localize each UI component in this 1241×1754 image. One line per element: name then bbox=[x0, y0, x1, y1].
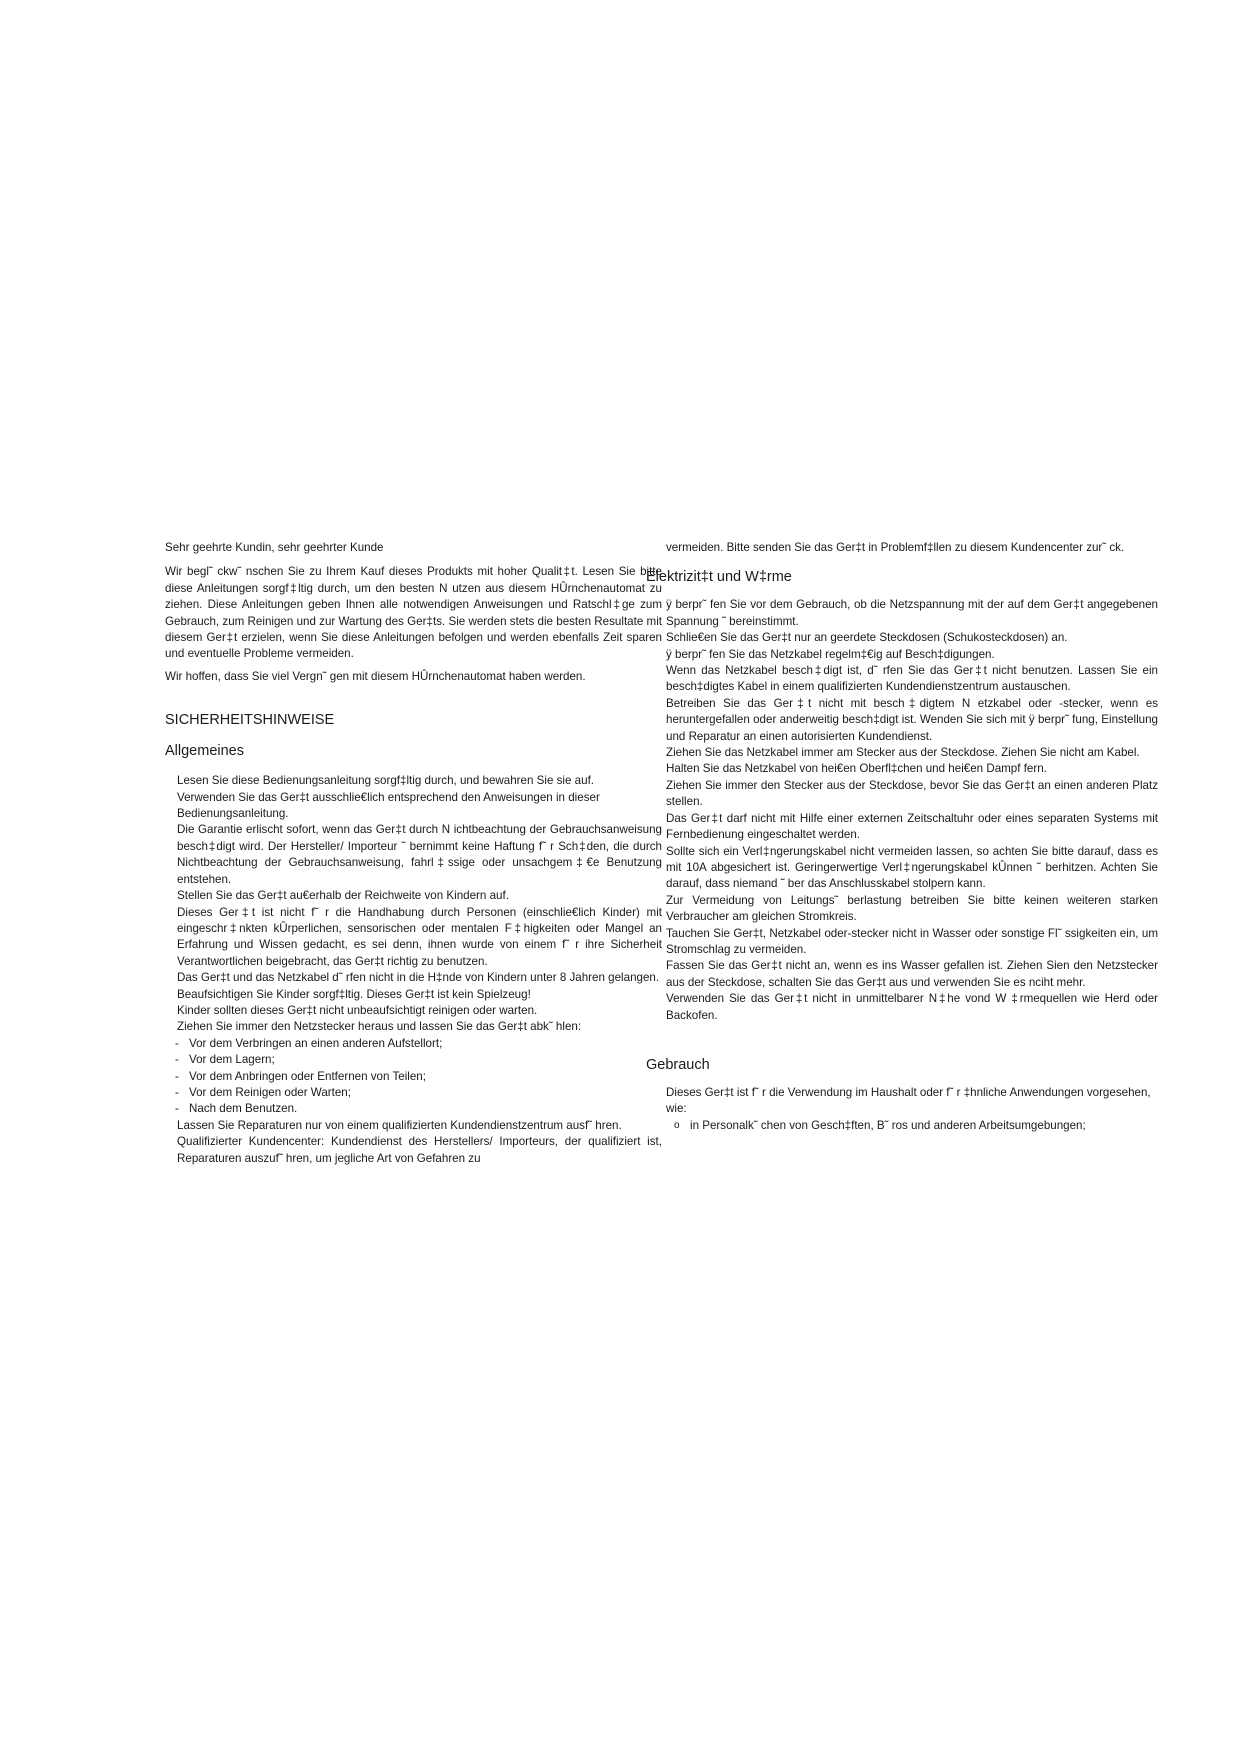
electricity-paragraph: Betreiben Sie das Ger‡t nicht mit besch‡digtem N etzkabel oder -stecker, wenn es heruntergefallen oder anderweitig besch‡digt ist. Wenden Sie sich mit ÿ berpr˜ fung, Einstellung und Reparatur an einen autorisierten Kundendienst. bbox=[666, 696, 1158, 743]
electricity-paragraph: Halten Sie das Netzkabel von hei€en Oberfl‡chen und hei€en Dampf fern. bbox=[666, 762, 1047, 776]
electricity-paragraph: Fassen Sie das Ger‡t nicht an, wenn es ins Wasser gefallen ist. Ziehen Sien den Netzstecker aus der Steckdose, schalten Sie das Ger‡t aus und verwenden Sie es nciht mehr. bbox=[666, 959, 1158, 989]
list-item: o in Personalk˜ chen von Gesch‡ften, B˜ ros und anderen Arbeitsumgebungen; bbox=[656, 1118, 1158, 1134]
list-item: - Vor dem Verbringen an einen anderen Aufstellort; bbox=[165, 1036, 662, 1052]
list-item: - Vor dem Anbringen oder Entfernen von Teilen; bbox=[165, 1069, 662, 1085]
electricity-paragraph: Verwenden Sie das Ger‡t nicht in unmittelbarer N‡he vond W ‡rmequellen wie Herd oder Backofen. bbox=[666, 992, 1158, 1022]
closing-paragraph: Wir hoffen, dass Sie viel Vergn˜ gen mit diesem HÛrnchenautomat haben werden. bbox=[165, 669, 586, 683]
electricity-paragraph: Tauchen Sie Ger‡t, Netzkabel oder-stecker nicht in Wasser oder sonstige Fl˜ ssigkeiten ein, um Stromschlag zu vermeiden. bbox=[666, 926, 1158, 956]
general-paragraph: Lassen Sie Reparaturen nur von einem qualifizierten Kundendienstzentrum ausf˜ hren. bbox=[177, 1118, 622, 1132]
general-heading: Allgemeines bbox=[165, 743, 244, 760]
left-column bbox=[165, 540, 662, 1167]
electricity-paragraph: Schlie€en Sie das Ger‡t nur an geerdete Steckdosen (Schukosteckdosen) an. bbox=[666, 631, 1068, 645]
electricity-paragraph: Wenn das Netzkabel besch‡digt ist, d˜ rfen Sie das Ger‡t nicht benutzen. Lassen Sie ein besch‡digtes Kabel in einem qualifizierten Kundendienstzentrum austauschen. bbox=[666, 664, 1158, 694]
electricity-heading: Elektrizit‡t und W‡rme bbox=[646, 569, 792, 586]
general-paragraph: Verwenden Sie das Ger‡t ausschlie€lich entsprechend den Anweisungen in dieser Bedienungsanleitung. bbox=[177, 790, 600, 821]
general-paragraph: Qualifizierter Kundencenter: Kundendienst des Herstellers/ Importeurs, der qualifiziert ist, Reparaturen auszuf˜ hren, um jegliche Art von Gefahren zu bbox=[177, 1135, 662, 1165]
electricity-paragraph: Das Ger‡t darf nicht mit Hilfe einer externen Zeitschaltuhr oder eines separaten Systems mit Fernbedienung eingeschaltet werden. bbox=[666, 811, 1158, 842]
general-paragraph: Kinder sollten dieses Ger‡t nicht unbeaufsichtigt reinigen oder warten. bbox=[177, 1003, 538, 1017]
unplug-list bbox=[165, 1036, 662, 1118]
general-paragraph: Ziehen Sie immer den Netzstecker heraus und lassen Sie das Ger‡t abk˜ hlen: bbox=[177, 1020, 582, 1034]
general-section bbox=[165, 773, 662, 1036]
general-paragraph: Lesen Sie diese Bedienungsanleitung sorgf‡ltig durch, und bewahren Sie sie auf. bbox=[177, 774, 595, 788]
general-paragraph: Stellen Sie das Ger‡t au€erhalb der Reichweite von Kindern auf. bbox=[177, 889, 509, 903]
continued-section bbox=[656, 540, 1158, 556]
use-paragraph: Dieses Ger‡t ist f˜ r die Verwendung im Haushalt oder f˜ r ‡hnliche Anwendungen vorgesehen, wie: bbox=[666, 1085, 1151, 1116]
general-paragraph: Die Garantie erlischt sofort, wenn das Ger‡t durch N ichtbeachtung der Gebrauchsanweisung besch‡digt wird. Der Hersteller/ Importeur ˜ bernimmt keine Haftung f˜ r Sch‡den, die durch Nichtbeachtung der Gebrauchsanweisung, fahrl‡ssige oder unsachgem‡€e Benutzung entstehen. bbox=[177, 823, 662, 886]
right-column bbox=[646, 540, 1158, 1134]
salutation: Sehr geehrte Kundin, sehr geehrter Kunde bbox=[165, 541, 384, 554]
electricity-paragraph: ÿ berpr˜ fen Sie vor dem Gebrauch, ob die Netzspannung mit der auf dem Ger‡t angegebenen Spannung ˜ bereinstimmt. bbox=[666, 598, 1158, 628]
general-paragraph: Beaufsichtigen Sie Kinder sorgf‡ltig. Dieses Ger‡t ist kein Spielzeug! bbox=[177, 987, 531, 1001]
electricity-section bbox=[656, 597, 1158, 1024]
safety-heading: SICHERHEITSHINWEISE bbox=[165, 712, 335, 729]
list-item: - Vor dem Lagern; bbox=[165, 1052, 662, 1068]
electricity-paragraph: Ziehen Sie immer den Stecker aus der Steckdose, bevor Sie das Ger‡t an einen anderen Platz stellen. bbox=[666, 778, 1158, 809]
electricity-paragraph: Zur Vermeidung von Leitungs˜ berlastung betreiben Sie bitte keinen weiteren starken Verbraucher am gleichen Stromkreis. bbox=[666, 893, 1158, 924]
repair-section bbox=[165, 1118, 662, 1167]
general-paragraph: Dieses Ger‡t ist nicht f˜ r die Handhabung durch Personen (einschlie€lich Kinder) mit eingeschr‡nkten kÛrperlichen, sensorischen oder mentalen F‡higkeiten oder Mangel an Erfahrung und Wissen gedacht, es sei denn, ihnen wurde von einem f˜ r ihre Sicherheit Verantwortlichen beigebracht, das Ger‡t richtig zu benutzen. bbox=[177, 905, 662, 968]
list-item: - Nach dem Benutzen. bbox=[165, 1101, 662, 1117]
general-paragraph: Das Ger‡t und das Netzkabel d˜ rfen nicht in die H‡nde von Kindern unter 8 Jahren gelangen. bbox=[177, 971, 660, 985]
intro-paragraph: Wir begl˜ ckw˜ nschen Sie zu Ihrem Kauf dieses Produkts mit hoher Qualit‡t. Lesen Sie bitte diese Anleitungen sorgf‡ltig durch, um den besten N utzen aus diesem HÛrnchenautomat zu ziehen. Diese Anleitungen geben Ihnen alle notwendigen Anweisungen und Ratschl‡ge zum Gebrauch, zum Reinigen und zur Wartung des Ger‡ts. Sie werden stets die besten Resultate mit diesem Ger‡t erzielen, wenn Sie diese Anleitungen befolgen und werden ebenfalls Zeit sparen und eventuelle Probleme vermeiden. bbox=[165, 565, 662, 661]
electricity-paragraph: Ziehen Sie das Netzkabel immer am Stecker aus der Steckdose. Ziehen Sie nicht am Kabel. bbox=[666, 746, 1140, 760]
electricity-paragraph: ÿ berpr˜ fen Sie das Netzkabel regelm‡€ig auf Besch‡digungen. bbox=[666, 647, 995, 661]
list-item: - Vor dem Reinigen oder Warten; bbox=[165, 1085, 662, 1101]
use-section bbox=[656, 1085, 1158, 1118]
continued-paragraph: vermeiden. Bitte senden Sie das Ger‡t in Problemf‡llen zu diesem Kundencenter zur˜ ck. bbox=[666, 541, 1125, 554]
electricity-paragraph: Sollte sich ein Verl‡ngerungskabel nicht vermeiden lassen, so achten Sie bitte darauf, dass es mit 10A abgesichert ist. Geringerwertige Verl‡ngerungskabel kÛnnen ˜ berhitzen. Achten Sie darauf, dass niemand ˜ ber das Anschlusskabel stolpern kann. bbox=[666, 844, 1158, 891]
use-list bbox=[656, 1118, 1158, 1134]
use-heading: Gebrauch bbox=[646, 1056, 710, 1073]
